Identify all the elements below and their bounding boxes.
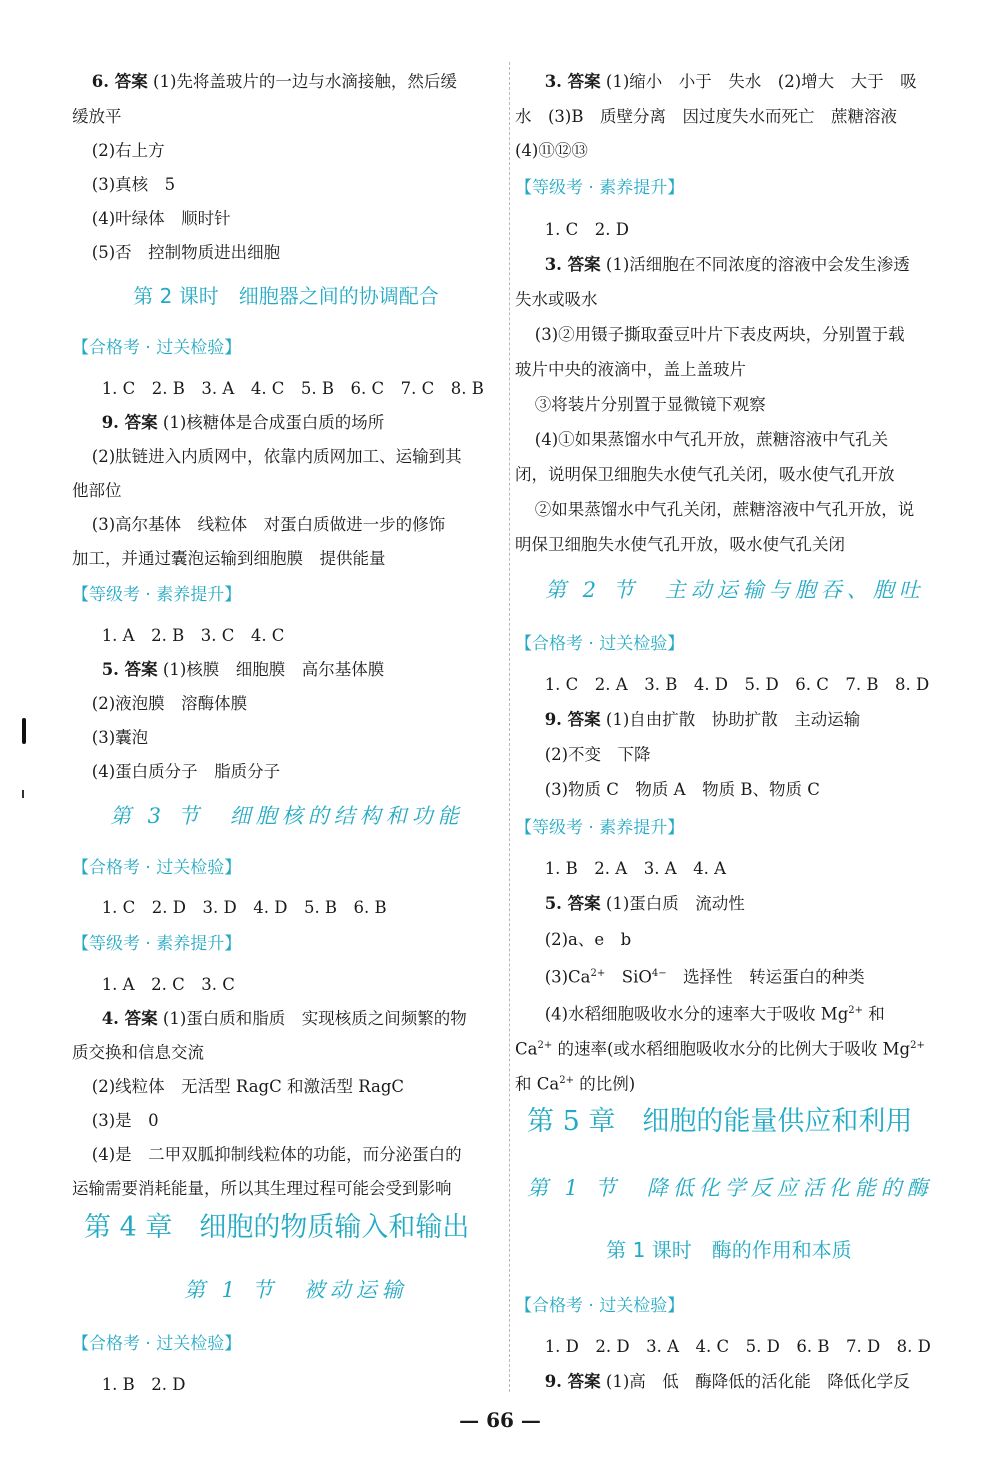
mc-answers — [515, 673, 943, 697]
answer-line — [72, 760, 500, 784]
answer-line: 运输需要消耗能量，所以其生理过程可能会受到影响 — [72, 1179, 452, 1198]
mc-answers — [515, 857, 943, 881]
answer-text: (5)否 控制物质进出细胞 — [91, 243, 281, 262]
answer-line: $(3)Ca^{2+}$ SiO$^{4-}$ 选择性 转运蛋白的种类 — [544, 967, 865, 987]
answer-line — [72, 1143, 500, 1167]
answer-line — [515, 1370, 943, 1394]
answer-line — [515, 928, 943, 952]
answer-line: 质交换和信息交流 — [72, 1043, 204, 1062]
answer-line: 玻片中央的液滴中，盖上盖玻片 — [515, 360, 746, 379]
answer-line: 明保卫细胞失水使气孔开放，吸水使气孔关闭 — [515, 535, 845, 554]
section-title: 第 2 节 主动运输与胞吞、胞吐 — [545, 578, 925, 602]
chapter-title: 第 4 章 细胞的物质输入和输出 — [84, 1212, 470, 1243]
answer-line: 失水或吸水 — [515, 290, 598, 309]
answer-text: 1. C 2. B 3. A 4. C 5. B 6. C 7. C 8. B — [101, 379, 484, 398]
answer-label: 9. 答案 — [101, 413, 158, 432]
section-tag: 【等级考 · 素养提升】 — [515, 818, 685, 838]
answer-line: 和 $Ca^{2+}$ 的比例) — [515, 1074, 636, 1094]
answer-text: (3)囊泡 — [91, 728, 149, 747]
answer-text: 1. C 2. D — [544, 220, 630, 239]
answer-line — [72, 1007, 500, 1031]
section-title: 第 1 节 降低化学反应活化能的酶 — [527, 1176, 933, 1200]
answer-line: 加工，并通过囊泡运输到细胞膜 提供能量 — [72, 549, 386, 568]
answer-text: (2)a、e b — [544, 930, 632, 949]
page-number: — 66 — — [459, 1408, 541, 1432]
answer-label: 5. 答案 — [544, 894, 601, 913]
answer-line — [72, 513, 500, 537]
mc-answers — [515, 218, 943, 242]
mc-answers — [72, 896, 500, 920]
section-tag: 【合格考 · 过关检验】 — [72, 338, 242, 358]
answer-label: 5. 答案 — [101, 660, 158, 679]
answer-line — [72, 173, 500, 197]
answer-text: (2)右上方 — [91, 141, 165, 160]
margin-mark — [22, 718, 26, 744]
mc-answers — [515, 1335, 943, 1359]
answer-text: 1. B 2. A 3. A 4. A — [544, 859, 727, 878]
answer-text: (3)是 0 — [91, 1111, 159, 1130]
section-title: 第 3 节 细胞核的结构和功能 — [110, 804, 464, 828]
section-tag: 【合格考 · 过关检验】 — [515, 634, 685, 654]
answer-text: (1)蛋白质和脂质 实现核质之间频繁的物 — [157, 1009, 467, 1028]
answer-label: 3. 答案 — [544, 255, 601, 274]
answer-text: (2)肽链进入内质网中，依靠内质网加工、运输到其 — [91, 447, 462, 466]
mc-answers — [72, 624, 500, 648]
answer-line — [515, 498, 943, 522]
answer-line — [72, 70, 500, 94]
answer-line — [72, 1075, 500, 1099]
section-tag: 【等级考 · 素养提升】 — [72, 934, 242, 954]
answer-text: (4)蛋白质分子 脂质分子 — [91, 762, 281, 781]
answer-line — [72, 445, 500, 469]
section-tag: 【合格考 · 过关检验】 — [515, 1296, 685, 1316]
answer-text: (4)是 二甲双胍抑制线粒体的功能，而分泌蛋白的 — [91, 1145, 462, 1164]
answer-line: $Ca^{2+}$ 的速率(或水稻细胞吸收水分的比例大于吸收 $Mg^{2+}$ — [515, 1039, 925, 1059]
answer-text: 1. C 2. D 3. D 4. D 5. B 6. B — [101, 898, 387, 917]
lesson-title: 第 1 课时 酶的作用和本质 — [606, 1238, 852, 1262]
answer-line — [515, 428, 943, 452]
answer-label: 4. 答案 — [101, 1009, 158, 1028]
answer-text: (1)蛋白质 流动性 — [600, 894, 745, 913]
answer-line: 他部位 — [72, 481, 122, 500]
answer-text: 1. D 2. D 3. A 4. C 5. D 6. B 7. D 8. D — [544, 1337, 931, 1356]
answer-line — [72, 139, 500, 163]
answer-text: (1)自由扩散 协助扩散 主动运输 — [600, 710, 861, 729]
answer-label: 3. 答案 — [544, 72, 601, 91]
section-title: 第 1 节 被动运输 — [184, 1278, 408, 1302]
answer-label: 6. 答案 — [91, 72, 148, 91]
mc-answers — [72, 377, 500, 401]
answer-line — [515, 70, 943, 94]
answer-line — [72, 207, 500, 231]
answer-line — [515, 253, 943, 277]
mc-answers — [72, 1373, 500, 1397]
section-tag: 【合格考 · 过关检验】 — [72, 1334, 242, 1354]
answer-line: 闭，说明保卫细胞失水使气孔关闭，吸水使气孔开放 — [515, 465, 895, 484]
answer-line: (4)水稻细胞吸收水分的速率大于吸收 $Mg^{2+}$ 和 — [544, 1004, 885, 1024]
answer-text: (2)液泡膜 溶酶体膜 — [91, 694, 248, 713]
answer-text: (3)②用镊子撕取蚕豆叶片下表皮两块，分别置于载 — [534, 325, 905, 344]
answer-line — [72, 658, 500, 682]
answer-text: (3)真核 5 — [91, 175, 176, 194]
mc-answers — [72, 973, 500, 997]
answer-text: 1. B 2. D — [101, 1375, 186, 1394]
answer-text: (2)不变 下降 — [544, 745, 651, 764]
answer-text: (1)先将盖玻片的一边与水滴接触，然后缓 — [147, 72, 457, 91]
answer-text: (1)缩小 小于 失水 (2)增大 大于 吸 — [600, 72, 917, 91]
answer-text: (3)高尔基体 线粒体 对蛋白质做进一步的修饰 — [91, 515, 446, 534]
chapter-title: 第 5 章 细胞的能量供应和利用 — [527, 1106, 913, 1137]
answer-text: (1)活细胞在不同浓度的溶液中会发生渗透 — [600, 255, 910, 274]
answer-text: (3)物质 C 物质 A 物质 B、物质 C — [544, 780, 820, 799]
answer-line — [72, 241, 500, 265]
answer-line: (4)⑪⑫⑬ — [515, 141, 588, 160]
answer-label: 9. 答案 — [544, 710, 601, 729]
answer-line — [515, 708, 943, 732]
answer-text: (4)叶绿体 顺时针 — [91, 209, 231, 228]
answer-text: 1. A 2. C 3. C — [101, 975, 235, 994]
answer-label: 9. 答案 — [544, 1372, 601, 1391]
answer-text: 1. A 2. B 3. C 4. C — [101, 626, 285, 645]
section-tag: 【合格考 · 过关检验】 — [72, 858, 242, 878]
answer-line — [72, 726, 500, 750]
answer-line — [515, 393, 943, 417]
answer-line — [515, 892, 943, 916]
answer-text: (1)高 低 酶降低的活化能 降低化学反 — [600, 1372, 910, 1391]
margin-mark-small — [22, 790, 24, 798]
answer-line — [72, 411, 500, 435]
answer-text: ②如果蒸馏水中气孔关闭，蔗糖溶液中气孔开放，说 — [534, 500, 915, 519]
section-tag: 【等级考 · 素养提升】 — [72, 585, 242, 605]
answer-line — [515, 778, 943, 802]
answer-text: (1)核膜 细胞膜 高尔基体膜 — [157, 660, 385, 679]
lesson-title: 第 2 课时 细胞器之间的协调配合 — [133, 284, 439, 308]
answer-text: ③将装片分别置于显微镜下观察 — [534, 395, 766, 414]
answer-line: 水 (3)B 质壁分离 因过度失水而死亡 蔗糖溶液 — [515, 107, 897, 126]
answer-line: 缓放平 — [72, 107, 122, 126]
answer-text: (2)线粒体 无活型 RagC 和激活型 RagC — [91, 1077, 405, 1096]
answer-line — [515, 323, 943, 347]
answer-text: (1)核糖体是合成蛋白质的场所 — [157, 413, 385, 432]
answer-text: (4)①如果蒸馏水中气孔开放，蔗糖溶液中气孔关 — [534, 430, 889, 449]
answer-line — [72, 1109, 500, 1133]
answer-line — [72, 692, 500, 716]
answer-line — [515, 743, 943, 767]
column-divider — [509, 62, 510, 1392]
answer-text: 1. C 2. A 3. B 4. D 5. D 6. C 7. B 8. D — [544, 675, 930, 694]
section-tag: 【等级考 · 素养提升】 — [515, 178, 685, 198]
